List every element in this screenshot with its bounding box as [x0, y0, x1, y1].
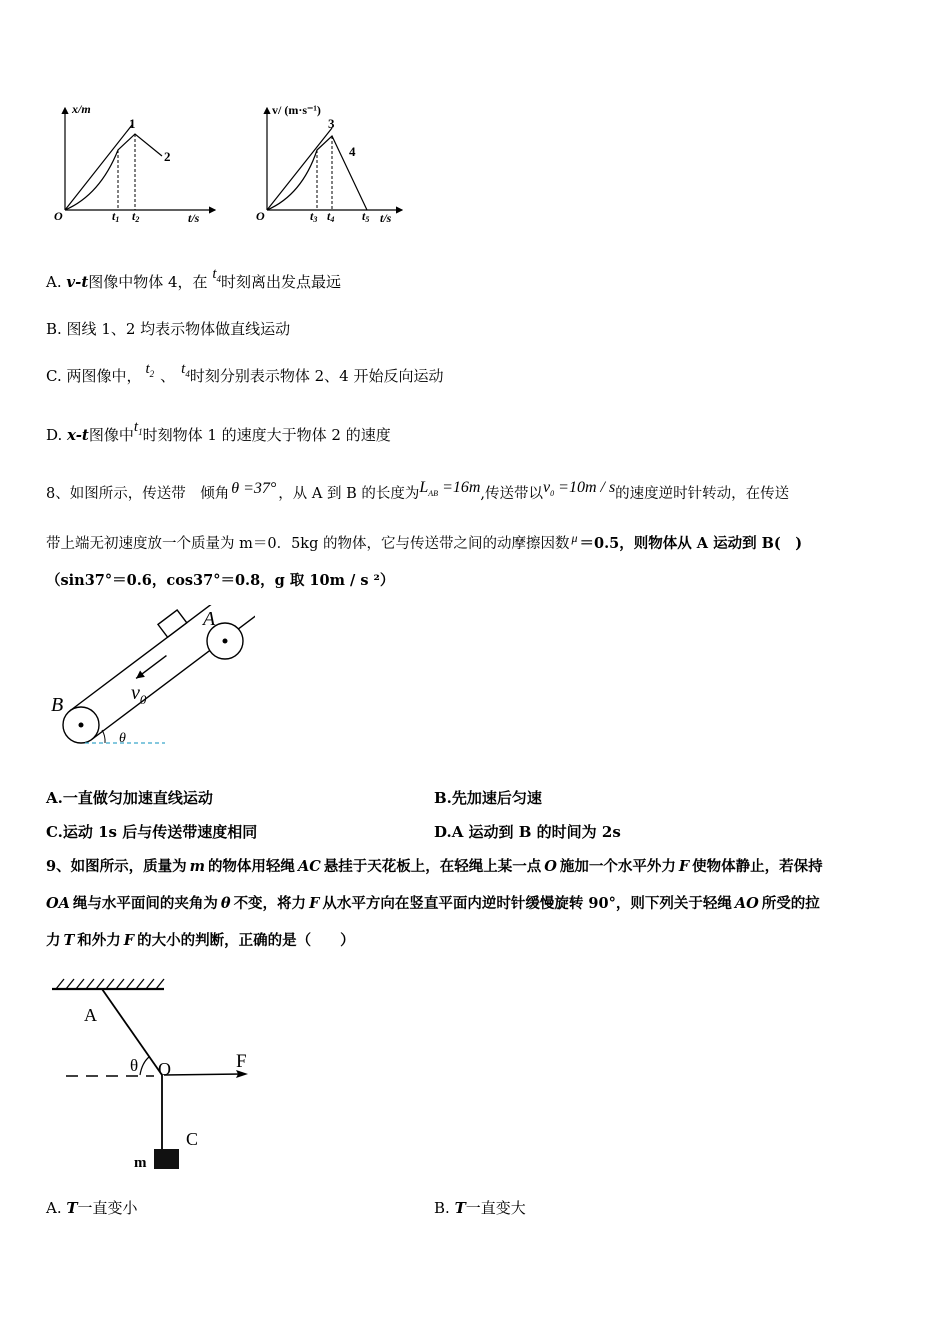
q9-line-1: 9、如图所示，质量为 m 的物体用轻绳 AC 悬挂于天花板上，在轻绳上某一点 O 施加一个水平外力 F 使物体静止，若保持 [46, 858, 823, 875]
q8-line-1: 8、如图所示，传送带 倾角 θ =37° ，从 A 到 B 的长度为$L_{AB} =16m$,传送带以$v_0 =10m / s$的速度逆时针转动，在传送 [46, 479, 790, 502]
q9-option-b: B. T一直变大 [434, 1199, 526, 1217]
q7-option-a: A. v-t图像中物体 4，在 $t_4$时刻离出发点最远 [46, 266, 342, 291]
vt-graph [252, 100, 412, 225]
force-f [164, 1074, 242, 1075]
xt-curve-2 [65, 134, 162, 210]
mass-block [154, 1149, 179, 1169]
q8-option-d: D.A 运动到 B 的时间为 2s [434, 823, 621, 841]
q8-option-a: A.一直做匀加速直线运动 [46, 789, 213, 807]
label-a: A [203, 608, 216, 630]
vt-y-label: v/ (m·s⁻¹) [272, 103, 321, 117]
vt-t3: t3 [310, 209, 318, 224]
q7-option-b: B. 图线 1、2 均表示物体做直线运动 [46, 320, 291, 338]
vt-line4-label: 4 [349, 144, 356, 159]
label-m: m [134, 1155, 147, 1171]
vt-x-label: t/s [380, 211, 392, 225]
label-c: C [186, 1129, 199, 1149]
label-f: F [236, 1051, 247, 1072]
label-o: O [158, 1059, 171, 1079]
label-theta: θ [119, 731, 126, 746]
q8-line-2: 带上端无初速度放一个质量为 m＝0．5kg 的物体，它与传送带之间的动摩擦因数 $^\mu$ ＝0.5，则物体从 A 运动到 B( ) [46, 531, 803, 552]
xt-t2: t2 [132, 209, 140, 224]
q7-option-c: C. 两图像中， $t_2$ 、 $t_4$时刻分别表示物体 2、4 开始反向运动 [46, 361, 444, 385]
xt-graph [50, 100, 220, 225]
xt-x-label: t/s [188, 211, 200, 225]
rope-figure [50, 975, 270, 1175]
vt-line-3 [267, 128, 332, 210]
conveyor-figure [45, 605, 255, 755]
vt-t5: t5 [362, 209, 370, 224]
q8-line-3: （sin37°＝0.6，cos37°＝0.8，g 取 10m / s ²） [46, 572, 395, 589]
xt-line1-label: 1 [129, 116, 136, 131]
xt-t1: t1 [112, 209, 120, 224]
label-a: A [84, 1005, 97, 1025]
q9-line-2: OA 绳与水平面间的夹角为 θ 不变，将力 F 从水平方向在竖直平面内逆时针缓慢旋转 90°，则下列关于轻绳 AO 所受的拉 [46, 895, 820, 912]
vt-line3-label: 3 [328, 116, 335, 131]
vt-t4: t4 [327, 209, 335, 224]
q7-option-d: D. x-t图像中$t_1$时刻物体 1 的速度大于物体 2 的速度 [46, 419, 391, 444]
xt-y-label: x/m [72, 102, 91, 116]
label-b: B [51, 694, 64, 716]
q8-option-b: B.先加速后匀速 [434, 789, 542, 807]
label-theta: θ [130, 1056, 139, 1075]
block [158, 610, 187, 637]
belt-top [70, 605, 242, 711]
q9-option-a: A. T一直变小 [46, 1199, 138, 1217]
q8-option-c: C.运动 1s 后与传送带速度相同 [46, 823, 258, 841]
xt-line2-label: 2 [164, 149, 171, 164]
q9-line-3: 力 T 和外力 F 的大小的判断，正确的是（ ） [46, 932, 355, 949]
vt-origin: O [256, 209, 265, 223]
xt-origin: O [54, 209, 63, 223]
xt-line-1 [65, 125, 132, 210]
label-v0: $v_0$ [131, 682, 147, 707]
